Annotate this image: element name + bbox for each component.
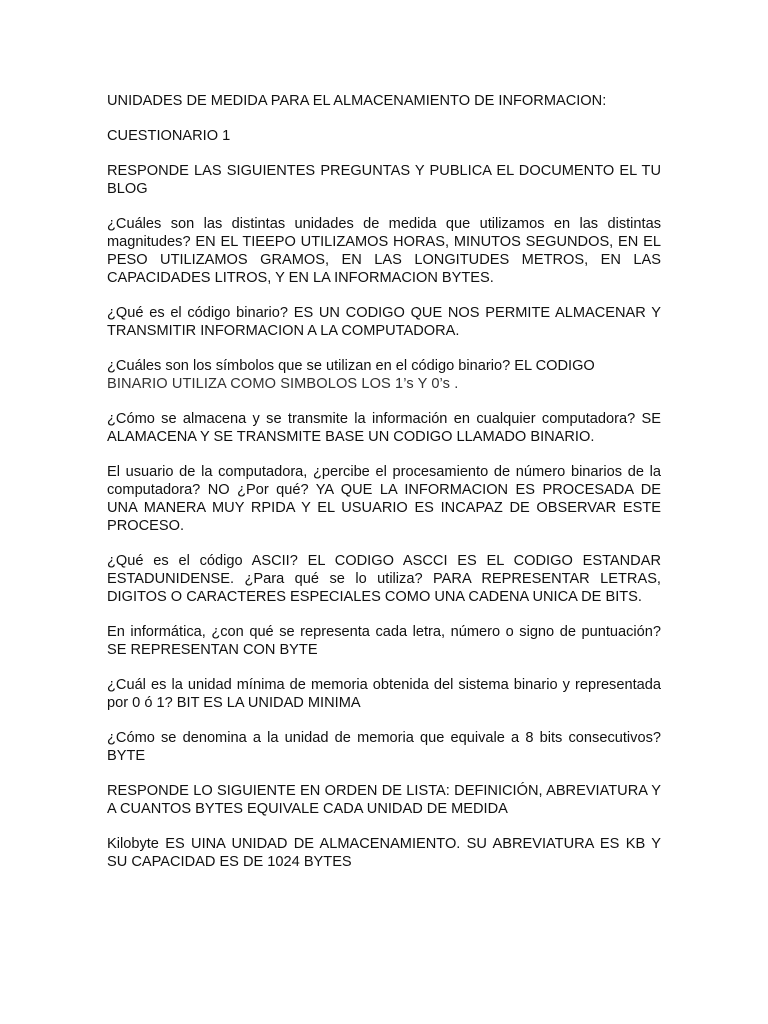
instruction-paragraph: RESPONDE LAS SIGUIENTES PREGUNTAS Y PUBLICA EL DOCUMENTO EL TU BLOG xyxy=(107,163,661,197)
question-binary-symbols xyxy=(107,357,661,393)
question-character-representation: En informática, ¿con qué se representa cada letra, número o signo de puntuación? SE REPRESENTAN CON BYTE xyxy=(107,624,661,658)
question-binary-symbols-line1: ¿Cuáles son los símbolos que se utilizan en el código binario? EL CODIGO xyxy=(107,358,595,374)
question-eight-bits: ¿Cómo se denomina a la unidad de memoria que equivale a 8 bits consecutivos? BYTE xyxy=(107,730,661,764)
document-title: UNIDADES DE MEDIDA PARA EL ALMACENAMIENTO DE INFORMACION: xyxy=(107,93,607,109)
question-storage-transmission: ¿Cómo se almacena y se transmite la información en cualquier computadora? SE ALAMACENA Y SE TRANSMITE BASE UN CODIGO LLAMADO BINARIO. xyxy=(107,411,661,445)
questionnaire-heading: CUESTIONARIO 1 xyxy=(107,128,231,144)
question-units-of-measure: ¿Cuáles son las distintas unidades de medida que utilizamos en las distintas magnitudes? EN EL TIEEPO UTILIZAMOS HORAS, MINUTOS SEGUNDOS, EN EL PESO UTILIZAMOS GRAMOS, EN LAS LONGITUDES METROS, EN LAS CAPACIDADES LITROS, Y EN LA INFORMACION BYTES. xyxy=(107,216,661,286)
question-user-perception: El usuario de la computadora, ¿percibe el procesamiento de número binarios de la computadora? NO ¿Por qué? YA QUE LA INFORMACION ES PROCESADA DE UNA MANERA MUY RPIDA Y EL USUARIO ES INCAPAZ DE OBSERVAR ESTE PROCESO. xyxy=(107,464,661,534)
question-binary-code: ¿Qué es el código binario? ES UN CODIGO QUE NOS PERMITE ALMACENAR Y TRANSMITIR INFORMACION A LA COMPUTADORA. xyxy=(107,305,661,339)
question-minimum-unit: ¿Cuál es la unidad mínima de memoria obtenida del sistema binario y representada por 0 ó 1? BIT ES LA UNIDAD MINIMA xyxy=(107,677,661,711)
instruction-list-paragraph: RESPONDE LO SIGUIENTE EN ORDEN DE LISTA: DEFINICIÓN, ABREVIATURA Y A CUANTOS BYTES EQUIVALE CADA UNIDAD DE MEDIDA xyxy=(107,783,661,817)
question-binary-symbols-line2: BINARIO UTILIZA COMO SIMBOLOS LOS 1’s Y 0’s . xyxy=(107,376,459,392)
question-ascii-code: ¿Qué es el código ASCII? EL CODIGO ASCCI ES EL CODIGO ESTANDAR ESTADUNIDENSE. ¿Para qué se lo utiliza? PARA REPRESENTAR LETRAS, DIGITOS O CARACTERES ESPECIALES COMO UNA CADENA UNICA DE BITS. xyxy=(107,553,661,605)
kilobyte-definition: Kilobyte ES UINA UNIDAD DE ALMACENAMIENTO. SU ABREVIATURA ES KB Y SU CAPACIDAD ES DE 1024 BYTES xyxy=(107,836,661,870)
document-body xyxy=(107,92,661,888)
